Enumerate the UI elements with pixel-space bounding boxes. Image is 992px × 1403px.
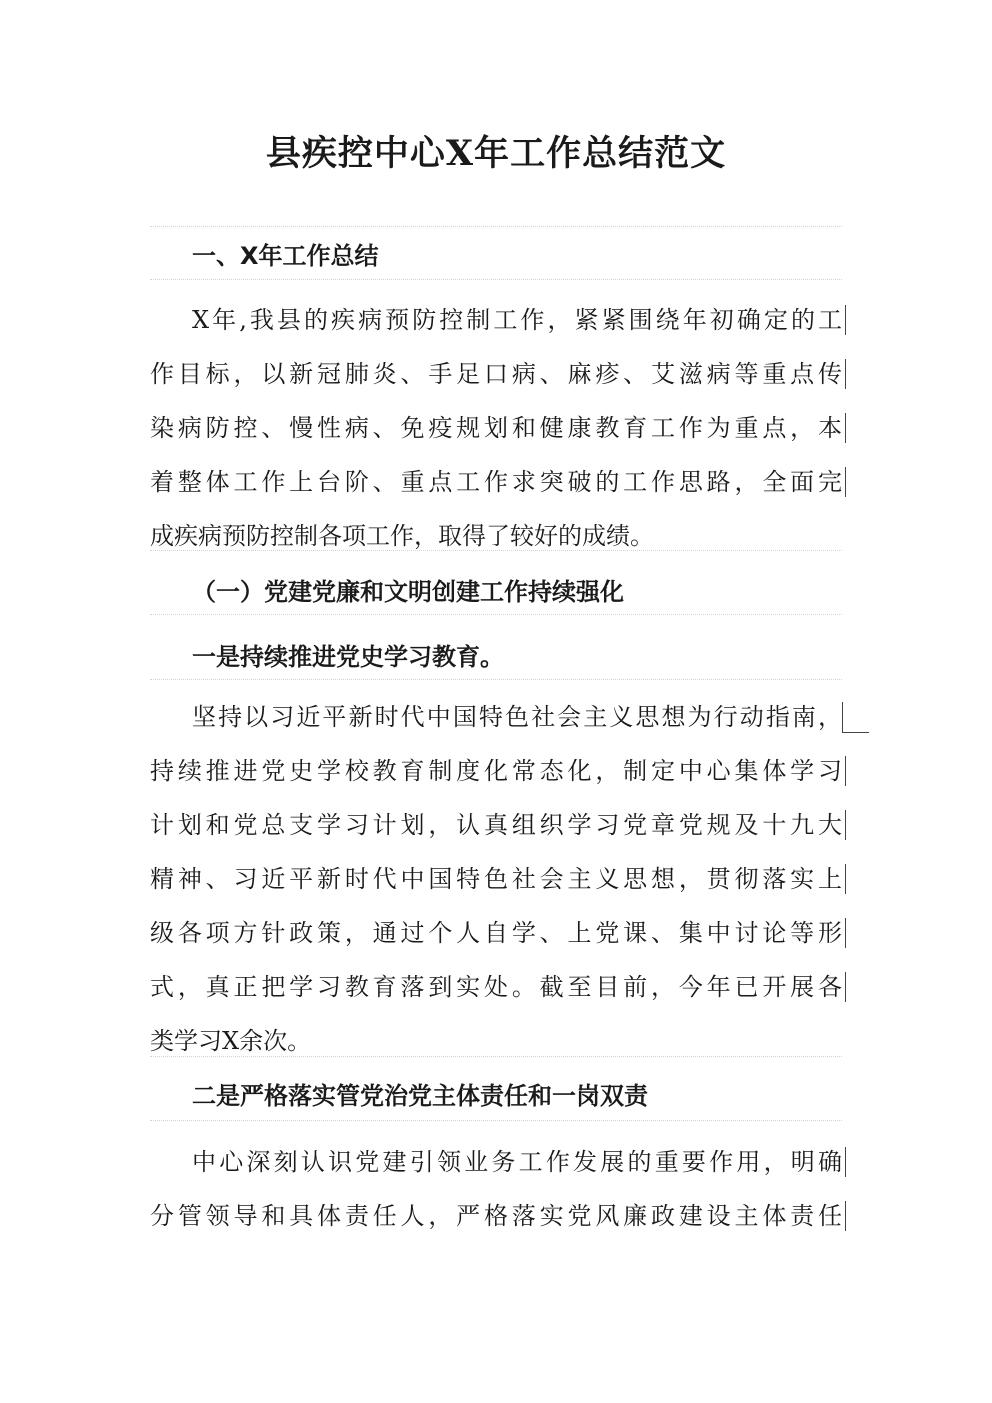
divider — [150, 679, 842, 680]
divider — [150, 550, 842, 551]
text-line: 成疾病预防控制各项工作，取得了较好的成绩。 — [150, 522, 654, 550]
item-heading: 二是严格落实管党治党主体责任和一岗双责 — [192, 1082, 648, 1110]
divider — [150, 1120, 842, 1121]
divider — [150, 279, 842, 280]
text-line: 级各项方针政策，通过个人自学、上党课、集中讨论等形 — [150, 919, 842, 947]
text-line: 类学习X余次。 — [150, 1027, 312, 1055]
text-line: 坚持以习近平新时代中国特色社会主义思想为行动指南， — [192, 703, 842, 731]
margin-marker — [845, 413, 846, 443]
margin-marker — [845, 1147, 846, 1177]
text-line: 式，真正把学习教育落到实处。截至目前，今年已开展各 — [150, 973, 842, 1001]
text-line: 着整体工作上台阶、重点工作求突破的工作思路，全面完 — [150, 468, 842, 496]
margin-marker — [845, 359, 846, 389]
divider — [150, 1056, 842, 1057]
subsection-heading: （一）党建党廉和文明创建工作持续强化 — [192, 578, 624, 606]
document-title: 县疾控中心X年工作总结范文 — [265, 133, 727, 174]
section-heading: 一、X年工作总结 — [192, 242, 379, 270]
text-line: 持续推进党史学校教育制度化常态化，制定中心集体学习 — [150, 757, 842, 785]
text-line: 分管领导和具体责任人，严格落实党风廉政建设主体责任 — [150, 1202, 842, 1230]
text-line: 精神、习近平新时代中国特色社会主义思想，贯彻落实上 — [150, 865, 842, 893]
text-line: X年,我县的疾病预防控制工作，紧紧围绕年初确定的工 — [192, 306, 842, 334]
margin-marker — [845, 467, 846, 497]
margin-marker — [845, 1201, 846, 1231]
margin-marker — [845, 810, 846, 840]
margin-marker — [845, 972, 846, 1002]
text-line: 计划和党总支学习计划，认真组织学习党章党规及十九大 — [150, 811, 842, 839]
margin-marker — [845, 864, 846, 894]
text-line: 染病防控、慢性病、免疫规划和健康教育工作为重点，本 — [150, 414, 842, 442]
margin-marker — [845, 305, 846, 335]
margin-marker — [845, 756, 846, 786]
text-line: 作目标，以新冠肺炎、手足口病、麻疹、艾滋病等重点传 — [150, 360, 842, 388]
divider — [150, 614, 842, 615]
item-heading: 一是持续推进党史学习教育。 — [192, 643, 504, 671]
margin-marker — [845, 918, 846, 948]
text-line: 中心深刻认识党建引领业务工作发展的重要作用，明确 — [192, 1148, 842, 1176]
divider — [150, 226, 842, 227]
margin-corner-marker — [842, 702, 869, 733]
